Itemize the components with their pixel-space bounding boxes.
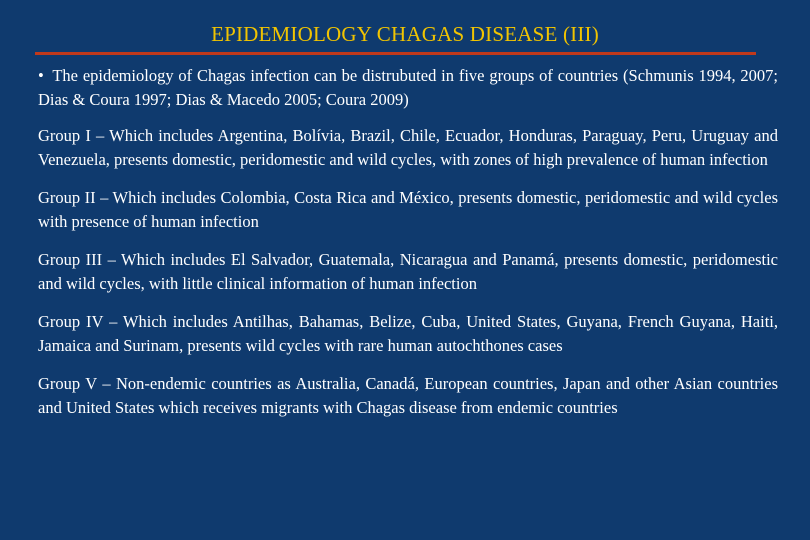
group-3-label: Group III [38, 250, 103, 269]
group-4-paragraph [38, 310, 778, 358]
title-divider [35, 52, 756, 55]
group-3-paragraph [38, 248, 778, 296]
group-1-text: – Which includes Argentina, Bolívia, Brazil, Chile, Ecuador, Honduras, Paraguay, Peru, Uruguay and Venezuela, presents domestic, peridomestic and wild cycles, with zones of high prevalence of human infection [38, 126, 779, 169]
slide-title: EPIDEMIOLOGY CHAGAS DISEASE (III) [211, 22, 599, 46]
group-2-text: – Which includes Colombia, Costa Rica and México, presents domestic, peridomestic and wild cycles with presence of human infection [38, 188, 779, 231]
group-3-text: – Which includes El Salvador, Guatemala, Nicaragua and Panamá, presents domestic, peridomestic and wild cycles, with little clinical information of human infection [38, 250, 778, 293]
group-1-label: Group I [38, 126, 91, 145]
group-2-label: Group II [38, 188, 96, 207]
intro-paragraph [38, 64, 778, 112]
group-4-text: – Which includes Antilhas, Bahamas, Belize, Cuba, United States, Guyana, French Guyana, Haiti, Jamaica and Surinam, presents wild cycles with rare human autochthones cases [38, 312, 778, 355]
group-2-paragraph [38, 186, 778, 234]
group-1-paragraph [38, 124, 778, 172]
bullet-icon: • [38, 66, 44, 85]
group-5-label: Group V [38, 374, 97, 393]
group-5-paragraph [38, 372, 778, 420]
intro-text: The epidemiology of Chagas infection can be distrubuted in five groups of countries (Schmunis 1994, 2007; Dias & Coura 1997; Dias & Macedo 2005; Coura 2009) [38, 66, 779, 109]
group-5-text: – Non-endemic countries as Australia, Canadá, European countries, Japan and other Asian countries and United States which receives migrants with Chagas disease from endemic countries [38, 374, 779, 417]
group-4-label: Group IV [38, 312, 104, 331]
slide-content [38, 64, 778, 434]
